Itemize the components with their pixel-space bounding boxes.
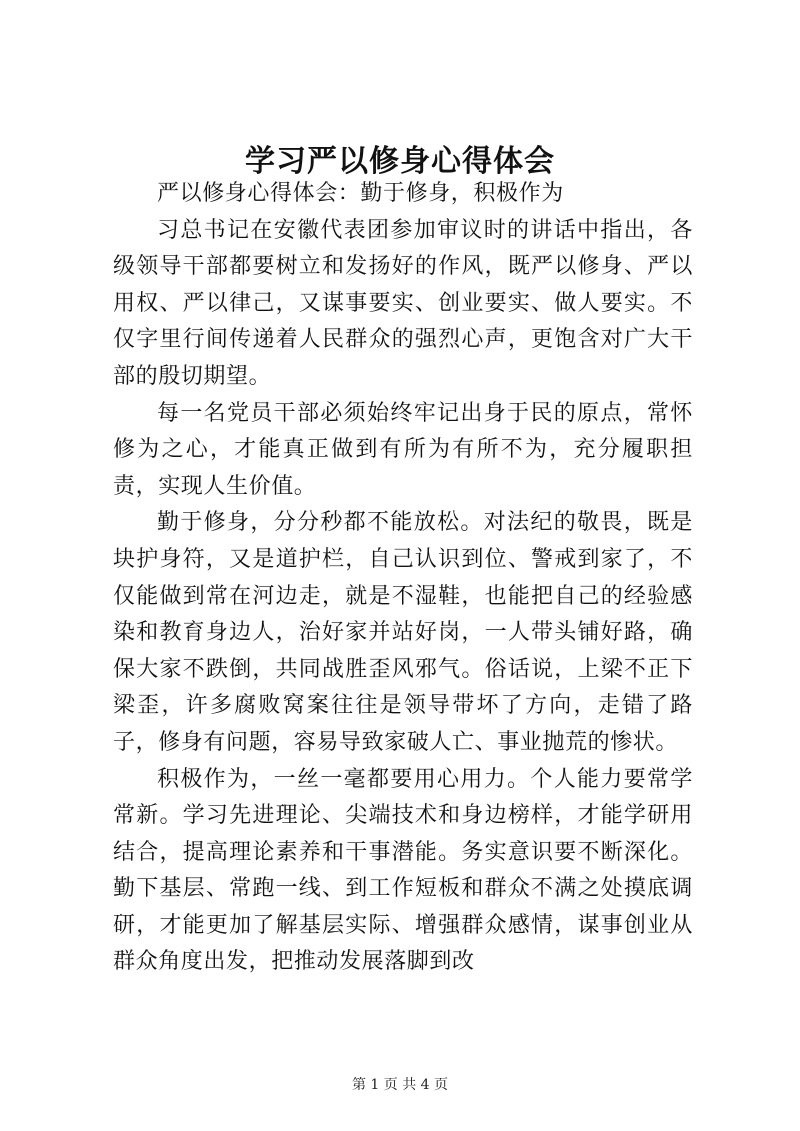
paragraph-subtitle: 严以修身心得体会：勤于修身，积极作为 — [157, 181, 564, 206]
paragraph: 积极作为，一丝一毫都要用心用力。个人能力要常学常新。学习先进理论、尖端技术和身边榜样，才能学研用结合，提高理论素养和干事潜能。务实意识要不断深化。勤下基层、常跑一线、到工作短板和群众不满之处摸底调研，才能更加了解基层实际、增强群众感情，谋事创业从群众角度出发，把推动发展落脚到改 — [113, 766, 693, 975]
document-body — [113, 176, 693, 981]
page-number-footer: 第 1 页 共 4 页 — [351, 1077, 449, 1093]
page-title: 学习严以修身心得体会 — [245, 144, 555, 179]
paragraph: 每一名党员干部必须始终牢记出身于民的原点，常怀修为之心，才能真正做到有所为有所不为，充分履职担责，实现人生价值。 — [113, 400, 693, 499]
paragraph: 勤于修身，分分秒都不能放松。对法纪的敬畏，既是块护身符，又是道护栏，自己认识到位、警戒到家了，不仅能做到常在河边走，就是不湿鞋，也能把自己的经验感染和教育身边人，治好家并站好岗，一人带头铺好路，确保大家不跌倒，共同战胜歪风邪气。俗话说，上梁不正下梁歪，许多腐败窝案往往是领导带坏了方向，走错了路子，修身有问题，容易导致家破人亡、事业抛荒的惨状。 — [113, 510, 693, 755]
paragraph: 习总书记在安徽代表团参加审议时的讲话中指出，各级领导干部都要树立和发扬好的作风，既严以修身、严以用权、严以律己，又谋事要实、创业要实、做人要实。不仅字里行间传递着人民群众的强烈心声，更饱含对广大干部的殷切期望。 — [113, 217, 693, 389]
